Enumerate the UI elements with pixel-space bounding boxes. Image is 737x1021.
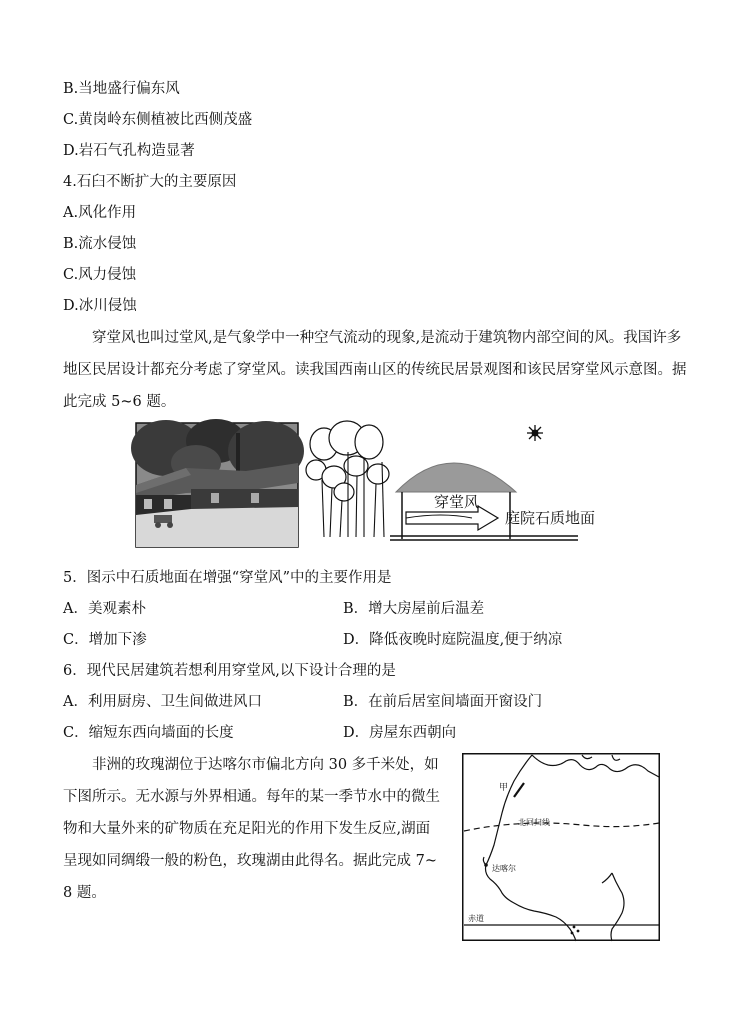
q3-option-b: B.当地盛行偏东风 xyxy=(63,81,180,97)
sun-icon xyxy=(527,425,543,441)
passage2-line1: 非洲的玫瑰湖位于达喀尔市偏北方向 30 多千米处，如 xyxy=(92,757,439,773)
q4-option-d: D.冰川侵蚀 xyxy=(63,298,137,314)
q4-stem: 4.石臼不断扩大的主要原因 xyxy=(63,174,237,190)
map-label-tropic: 北回归线 xyxy=(518,818,550,827)
q4-option-a: A.风化作用 xyxy=(63,205,137,221)
q5-option-b: B．增大房屋前后温差 xyxy=(343,601,485,617)
passage2-line4: 呈现如同绸缎一般的粉色，玫瑰湖由此得名。据此完成 7~ xyxy=(63,853,437,869)
passage2-line2: 下图所示。无水源与外界相通。每年的某一季节水中的微生 xyxy=(63,789,440,805)
q5-option-a: A．美观素朴 xyxy=(63,601,146,617)
q3-option-c: C.黄岗岭东侧植被比西侧茂盛 xyxy=(63,112,253,128)
passage2-line5: 8 题。 xyxy=(63,885,106,901)
q3-option-d: D.岩石气孔构造显著 xyxy=(63,143,195,159)
map-label-equator: 赤道 xyxy=(468,914,484,923)
q5-option-c: C．增加下渗 xyxy=(63,632,147,648)
passage2-line3: 物和大量外来的矿物质在充足阳光的作用下发生反应,湖面 xyxy=(63,821,431,837)
house-photo xyxy=(136,423,298,547)
ground-label: 庭院石质地面 xyxy=(505,509,596,527)
q6-option-a: A．利用厨房、卫生间做进风口 xyxy=(63,694,262,710)
q6-option-c: C．缩短东西向墙面的长度 xyxy=(63,725,234,741)
q6-option-d: D．房屋东西朝向 xyxy=(343,725,457,741)
passage1-line3: 此完成 5~6 题。 xyxy=(63,394,176,410)
wind-diagram xyxy=(302,422,596,550)
q6-stem: 6．现代民居建筑若想利用穿堂风,以下设计合理的是 xyxy=(63,663,396,679)
wind-label: 穿堂风 xyxy=(434,493,480,511)
q5-option-d: D．降低夜晚时庭院温度,便于纳凉 xyxy=(343,632,563,648)
q6-option-b: B．在前后居室间墙面开窗设门 xyxy=(343,694,543,710)
q5-stem: 5．图示中石质地面在增强“穿堂风”中的主要作用是 xyxy=(63,570,392,586)
passage1-line2: 地区民居设计都充分考虑了穿堂风。读我国西南山区的传统民居景观图和该民居穿堂风示意图。据 xyxy=(63,362,687,378)
q4-option-c: C.风力侵蚀 xyxy=(63,267,137,283)
map-label-dakar: 达喀尔 xyxy=(492,864,516,873)
passage1-line1: 穿堂风也叫过堂风,是气象学中一种空气流动的现象,是流动于建筑物内部空间的风。我国许多 xyxy=(92,330,682,346)
q4-option-b: B.流水侵蚀 xyxy=(63,236,137,252)
map-label-jia: 甲 xyxy=(499,783,509,793)
africa-map xyxy=(462,753,660,941)
